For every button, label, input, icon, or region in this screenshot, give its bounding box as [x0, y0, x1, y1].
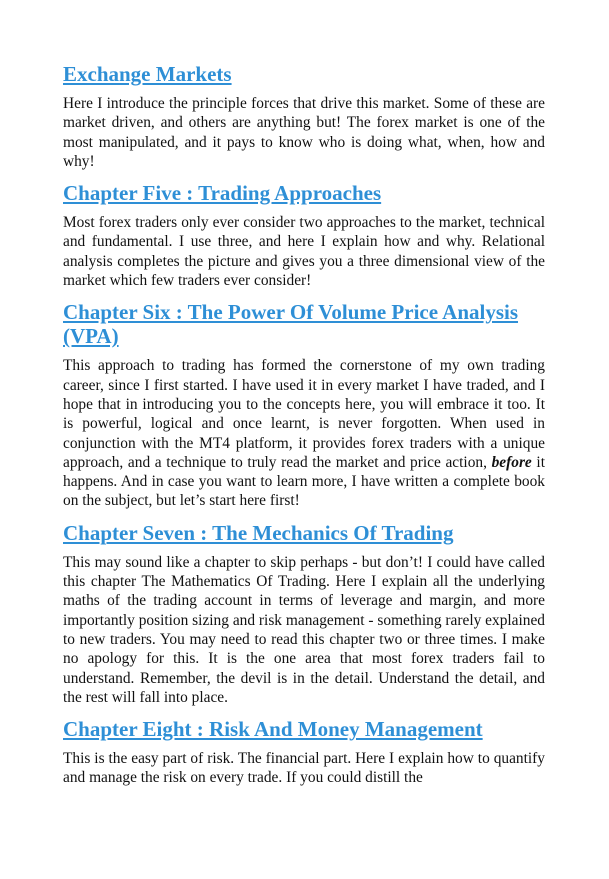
section-body [63, 356, 545, 510]
body-text-after: it happens. And in case you want to learn more, I have written a complete book on the subject, but let’s start here first! [63, 453, 545, 510]
section-body: Most forex traders only ever consider two approaches to the market, technical and fundamental. I use three, and here I explain how and why. Relational analysis completes the picture and gives you a three dimensional view of the market which few traders ever consider! [63, 214, 545, 290]
heading-link[interactable]: Chapter Eight : Risk And Money Management [63, 717, 483, 742]
body-text-before: This approach to trading has formed the cornerstone of my own trading career, since I first started. I have used it in every market I have traded, and I hope that in introducing you to the concepts here, you will embrace it too. It is powerful, logical and once learnt, is never forgotten. When used in conjunction with the MT4 platform, it provides forex traders with a unique approach, and a technique to truly read the market and price action, [63, 357, 545, 471]
section-heading [63, 181, 545, 205]
section-heading [63, 62, 545, 86]
section-heading [63, 521, 545, 545]
section-body: Here I introduce the principle forces that drive this market. Some of these are market driven, and others are anything but! The forex market is one of the most manipulated, and it pays to know who is doing what, when, how and why! [63, 95, 545, 170]
section-chapter-six [63, 300, 545, 510]
section-chapter-eight [63, 717, 545, 788]
section-exchange-markets [63, 62, 545, 171]
section-heading [63, 717, 545, 741]
heading-link[interactable]: Exchange Markets [63, 62, 232, 86]
section-heading [63, 300, 545, 348]
heading-link[interactable]: Chapter Five : Trading Approaches [63, 181, 382, 206]
section-body: This may sound like a chapter to skip perhaps - but don’t! I could have called this chapter The Mathematics Of Trading. Here I explain all the underlying maths of the trading account in terms of leverage and margin, and more importantly position sizing and risk management - something rarely explained to new traders. You may need to read this chapter two or three times. I make no apology for this. It is the one area that most forex traders fail to understand. Remember, the devil is in the detail. Understand the detail, and the rest will fall into place. [63, 553, 545, 706]
section-body: This is the easy part of risk. The financial part. Here I explain how to quantify and manage the risk on every trade. If you could distill the [63, 750, 545, 787]
section-chapter-five [63, 181, 545, 290]
emphasis-text: before [491, 453, 532, 471]
heading-link[interactable]: Chapter Seven : The Mechanics Of Trading [63, 520, 454, 545]
section-chapter-seven [63, 521, 545, 707]
heading-link[interactable]: Chapter Six : The Power Of Volume Price Analysis (VPA) [63, 300, 519, 349]
